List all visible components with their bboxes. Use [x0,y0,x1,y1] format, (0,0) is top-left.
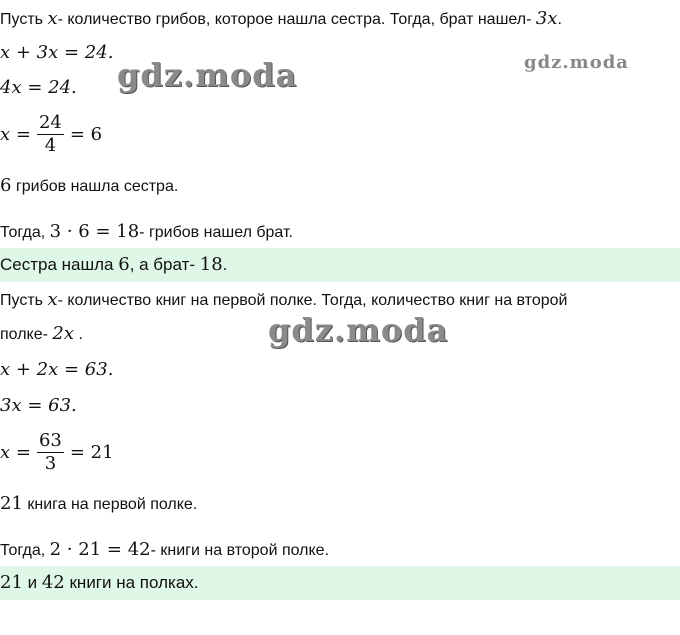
problem1-result: 6 грибов нашла сестра. [0,175,179,196]
problem1-intro: Пусть x- количество грибов, которое нашла сестра. Тогда, брат нашел- 3x. [0,8,562,29]
problem2-fraction-equation: x = $\frac{63}{3}$ = 21 [0,430,114,474]
problem1-answer: Сестра нашла 6, а брат- 18. [0,248,680,282]
problem2-second-shelf: Тогда, 2 · 21 = 42- книги на второй полке. [0,539,330,560]
problem2-intro: Пусть x- количество книг на первой полке. Тогда, количество книг на второй [0,289,568,310]
watermark-logo: gdz.moda [117,56,298,94]
watermark-logo: gdz.moda [268,311,449,349]
problem2-answer: 21 и 42 книги на полках. [0,566,680,600]
watermark-logo: gdz.moda [524,52,629,73]
problem2-equation-2: 3x = 63. [0,395,77,416]
problem1-fraction-equation: x = $\frac{24}{4}$ = 6 [0,112,103,156]
problem1-equation-1: x + 3x = 24. [0,42,114,63]
problem1-brother: Тогда, 3 · 6 = 18- грибов нашел брат. [0,221,293,242]
fraction: $\frac{24}{4}$ [38,112,62,156]
problem2-intro-continued: полке- 2x . [0,323,83,344]
problem1-equation-2: 4x = 24. [0,77,77,98]
problem2-equation-1: x + 2x = 63. [0,359,114,380]
problem2-result: 21 книга на первой полке. [0,493,198,514]
fraction: $\frac{63}{3}$ [38,430,62,474]
